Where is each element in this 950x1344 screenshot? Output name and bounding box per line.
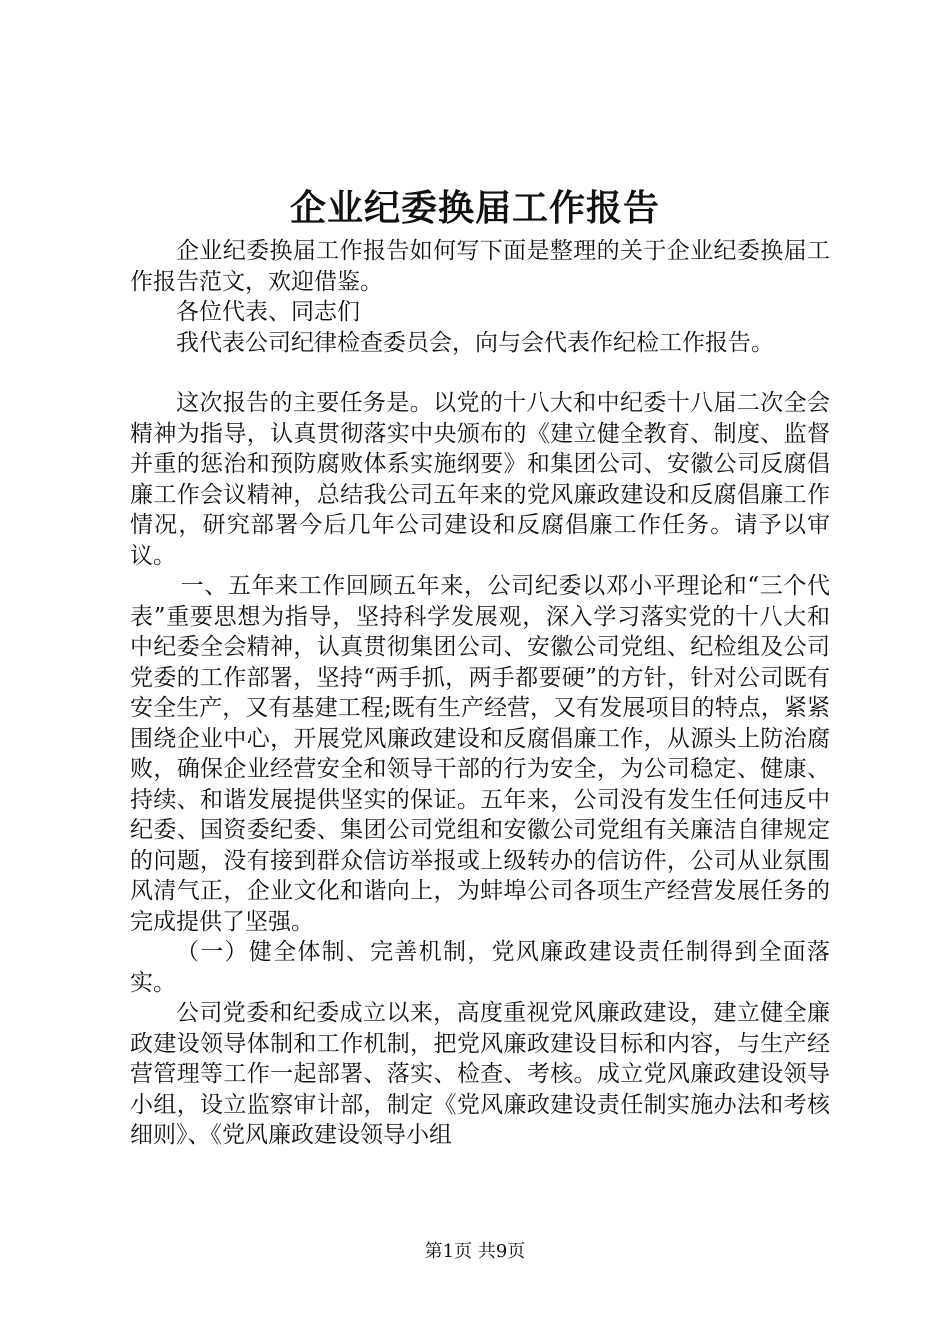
document-body (130, 236, 830, 1151)
review-paragraph: 一、五年来工作回顾五年来，公司纪委以邓小平理论和“三个代表”重要思想为指导，坚持科学发展观，深入学习落实党的十八大和中纪委全会精神，认真贯彻集团公司、安徽公司党组、纪检组及公司党委的工作部署，坚持“两手抓，两手都要硬”的方针，针对公司既有安全生产，又有基建工程;既有生产经营，又有发展项目的特点，紧紧围绕企业中心，开展党风廉政建设和反腐倡廉工作，从源头上防治腐败，确保企业经营安全和领导干部的行为安全，为公司稳定、健康、持续、和谐发展提供坚实的保证。五年来，公司没有发生任何违反中纪委、国资委纪委、集团公司党组和安徽公司党组有关廉洁自律规定的问题，没有接到群众信访举报或上级转办的信访件，公司从业氛围风清气正，企业文化和谐向上，为蚌埠公司各项生产经营发展任务的完成提供了坚强。 (130, 573, 830, 935)
salutation-paragraph: 各位代表、同志们 (176, 299, 360, 325)
document-title: 企业纪委换届工作报告 (289, 187, 660, 229)
section-body-paragraph: 公司党委和纪委成立以来，高度重视党风廉政建设，建立健全廉政建设领导体制和工作机制，把党风廉政建设目标和内容，与生产经营管理等工作一起部署、落实、检查、考核。成立党风廉政建设领导小组，设立监察审计部，制定《党风廉政建设责任制实施办法和考核细则》、《党风廉政建设领导小组 (130, 1000, 830, 1148)
page-number-footer: 第1页 共9页 (424, 1241, 526, 1262)
opening-statement-paragraph: 我代表公司纪律检查委员会，向与会代表作纪检工作报告。 (176, 329, 774, 356)
main-task-paragraph: 这次报告的主要任务是。以党的十八大和中纪委十八届二次全会精神为指导，认真贯彻落实中央颁布的《建立健全教育、制度、监督并重的惩治和预防腐败体系实施纲要》和集团公司、安徽公司反腐倡廉工作会议精神，总结我公司五年来的党风廉政建设和反腐倡廉工作情况，研究部署今后几年公司建设和反腐倡廉工作任务。请予以审议。 (130, 390, 830, 569)
intro-paragraph: 企业纪委换届工作报告如何写下面是整理的关于企业纪委换届工作报告范文，欢迎借鉴。 (130, 238, 830, 295)
section-heading-paragraph: （一）健全体制、完善机制，党风廉政建设责任制得到全面落实。 (130, 939, 830, 996)
